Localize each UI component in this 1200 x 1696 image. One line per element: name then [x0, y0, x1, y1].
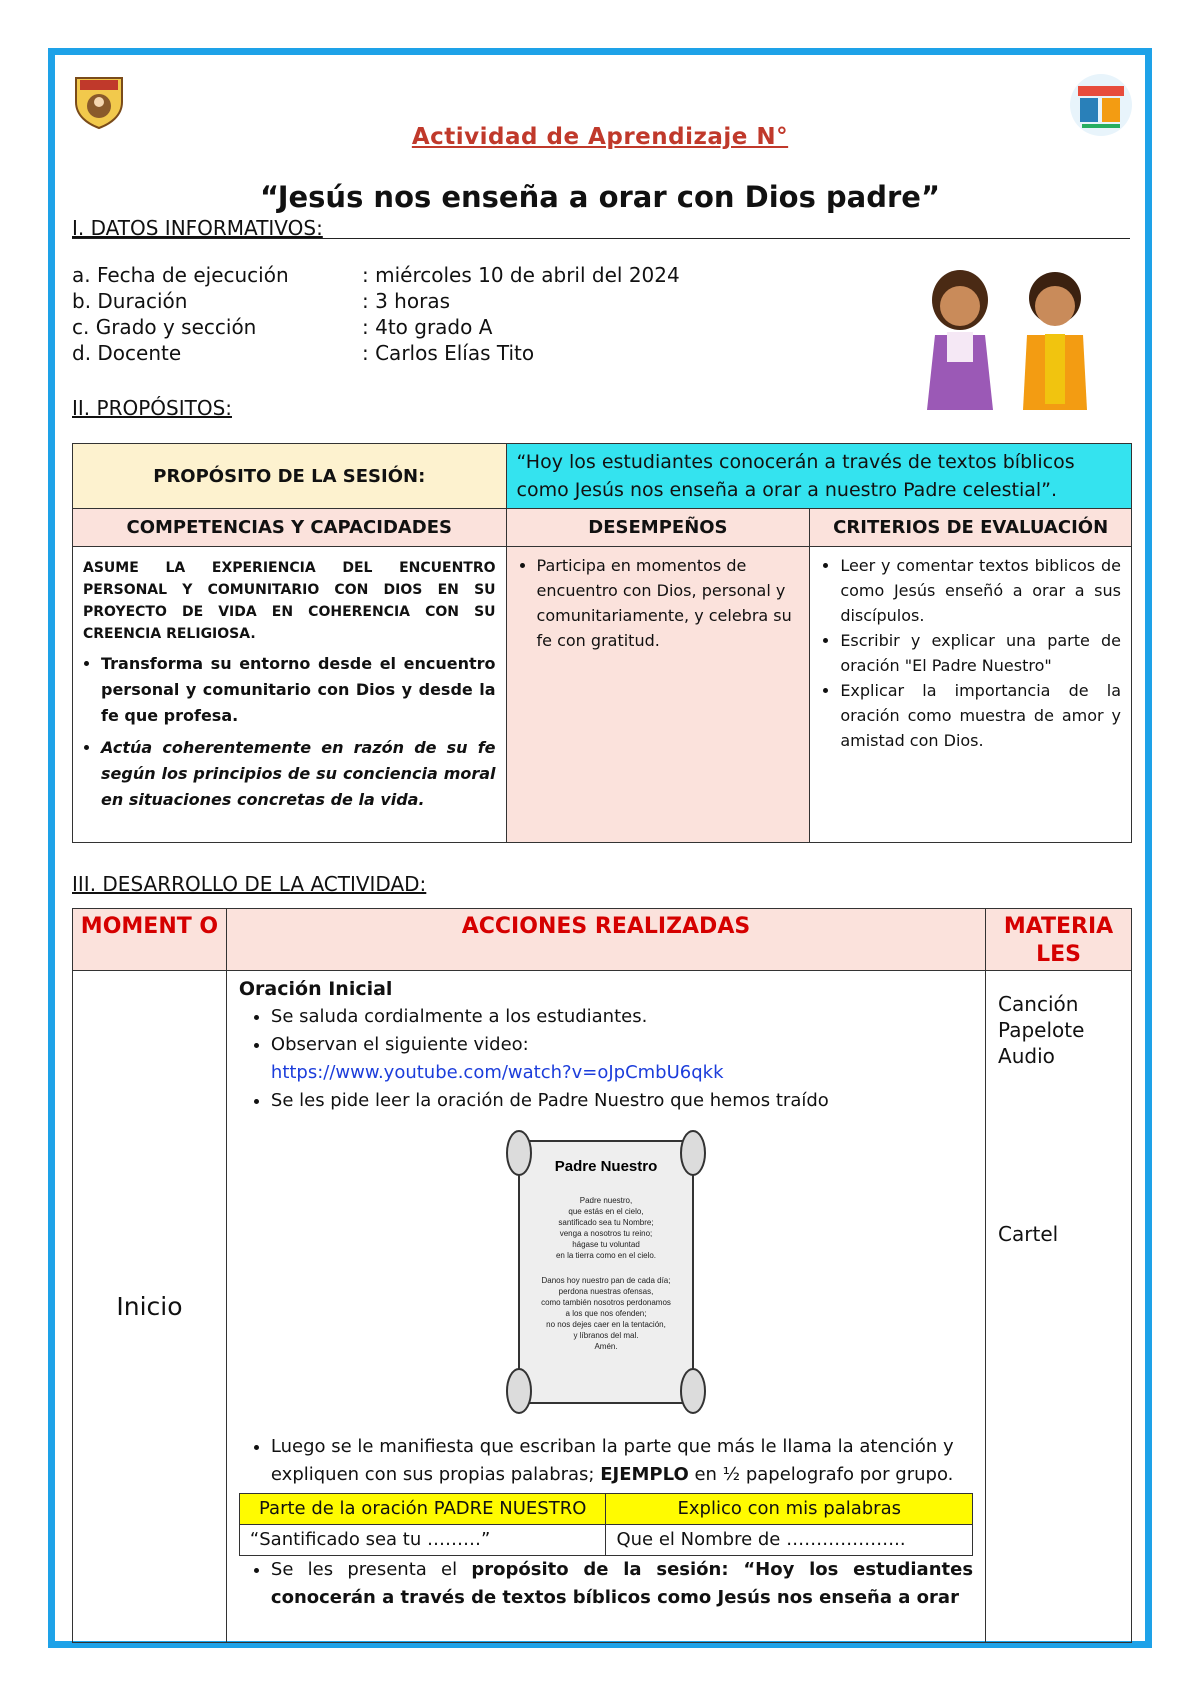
divider	[72, 238, 1130, 239]
info-grado	[72, 314, 492, 340]
competencia-text: ASUME LA EXPERIENCIA DEL ENCUENTRO PERSONAL Y COMUNITARIO CON DIOS EN SU PROYECTO DE VIDA EN COHERENCIA CON SU CREENCIA RELIGIOSA.	[83, 560, 496, 642]
accion-item	[271, 1556, 973, 1612]
scroll-line: hágase tu voluntad	[572, 1240, 640, 1249]
info-value: : miércoles 10 de abril del 2024	[362, 263, 680, 287]
header-materiales: MATERIA LES	[986, 909, 1132, 971]
accion-text: Luego se le manifiesta que escriban la parte que más le llama la atención y expliquen con sus propias palabras;	[270, 1436, 954, 1485]
scroll-line: venga a nosotros tu reino;	[559, 1229, 653, 1238]
scroll-line: en la tierra como en el cielo.	[555, 1251, 656, 1260]
scroll-title: Padre Nuestro	[554, 1158, 658, 1175]
section-desarrollo: III. DESARROLLO DE LA ACTIVIDAD:	[72, 872, 427, 896]
info-label: c. Grado y sección	[72, 315, 257, 339]
momento-inicio: Inicio	[73, 971, 227, 1643]
accion-text: en ½ papelografo por grupo.	[688, 1464, 954, 1485]
padre-nuestro-scroll-image	[501, 1123, 711, 1423]
capacidad-item: • Transforma su entorno desde el encuentro personal y comunitario con Dios y desde la fe que profesa.	[101, 651, 496, 729]
criterios-cell	[810, 547, 1132, 843]
desarrollo-table	[72, 908, 1132, 1643]
school-logo	[70, 72, 128, 130]
scroll-line: Amén.	[594, 1342, 618, 1351]
criterio-item: • Escribir y explicar una parte de oración "El Padre Nuestro"	[840, 628, 1121, 678]
scroll-line: santificado sea tu Nombre;	[558, 1218, 654, 1227]
criterio-item: • Leer y comentar textos biblicos de como Jesús enseñó a orar a sus discípulos.	[840, 553, 1121, 628]
info-value: : Carlos Elías Tito	[362, 341, 535, 365]
praying-children-illustration	[905, 260, 1105, 420]
session-title: “Jesús nos enseña a orar con Dios padre”	[259, 180, 941, 214]
accion-item: • Se les pide leer la oración de Padre Nuestro que hemos traído	[271, 1087, 973, 1115]
info-label: b. Duración	[72, 289, 188, 313]
scroll-line: a los que nos ofenden;	[565, 1309, 647, 1318]
info-value: : 4to grado A	[362, 315, 493, 339]
competencia-cell	[73, 547, 507, 843]
material-item: Canción	[998, 992, 1079, 1016]
material-item: Audio	[998, 1044, 1055, 1068]
info-value: : 3 horas	[362, 289, 450, 313]
accion-item: • Se saluda cordialmente a los estudiantes.	[271, 1003, 973, 1031]
ejemplo-header: Parte de la oración PADRE NUESTRO	[239, 1494, 606, 1525]
material-item: Cartel	[998, 1222, 1059, 1246]
scroll-line: no nos dejes caer en la tentación,	[546, 1320, 666, 1329]
ejemplo-table	[239, 1493, 973, 1556]
info-fecha	[72, 262, 680, 288]
ejemplo-cell: “Santificado sea tu ………”	[239, 1525, 606, 1556]
scroll-line: que estás en el cielo,	[568, 1207, 644, 1216]
scroll-line: Danos hoy nuestro pan de cada día;	[541, 1276, 671, 1285]
accion-text: Se les presenta el	[270, 1559, 472, 1580]
header-competencias: COMPETENCIAS Y CAPACIDADES	[73, 509, 507, 547]
section-datos: I. DATOS INFORMATIVOS:	[72, 216, 323, 240]
header-momento: MOMENT O	[73, 909, 227, 971]
header-criterios: CRITERIOS DE EVALUACIÓN	[810, 509, 1132, 547]
header-acciones: ACCIONES REALIZADAS	[226, 909, 985, 971]
accion-item	[271, 1433, 973, 1489]
oracion-inicial-heading: Oración Inicial	[238, 978, 393, 1000]
scroll-line: perdona nuestras ofensas,	[558, 1287, 654, 1296]
accion-text: : “Hoy los estudiantes conocerán a través de textos bíblicos como Jesús nos enseña a orar	[270, 1559, 974, 1608]
scroll-line: como también nosotros perdonamos	[541, 1298, 671, 1307]
scroll-line: y líbranos del mal.	[573, 1331, 639, 1340]
criterio-item: • Explicar la importancia de la oración como muestra de amor y amistad con Dios.	[840, 678, 1121, 753]
desempeno-item: • Participa en momentos de encuentro con Dios, personal y comunitariamente, y celebra su fe con gratitud.	[537, 553, 800, 653]
capacidad-item: • Actúa coherentemente en razón de su fe según los principios de su conciencia moral en situaciones concretas de la vida.	[101, 735, 496, 813]
activity-title: Actividad de Aprendizaje N°	[411, 124, 789, 150]
ejemplo-label: EJEMPLO	[600, 1464, 689, 1485]
info-docente	[72, 340, 534, 366]
info-duracion	[72, 288, 450, 314]
materiales-cell	[986, 971, 1132, 1643]
info-label: a. Fecha de ejecución	[72, 263, 289, 287]
acciones-cell	[226, 971, 985, 1643]
ejemplo-header: Explico con mis palabras	[606, 1494, 973, 1525]
header-desempenos: DESEMPEÑOS	[506, 509, 810, 547]
ejemplo-cell: Que el Nombre de ………………..	[606, 1525, 973, 1556]
accion-item	[271, 1031, 973, 1087]
desempenos-cell	[506, 547, 810, 843]
competencias-table	[72, 443, 1132, 843]
scroll-line: Padre nuestro,	[579, 1196, 633, 1205]
section-propositos: II. PROPÓSITOS:	[72, 396, 232, 420]
purpose-text: “Hoy los estudiantes conocerán a través de textos bíblicos como Jesús nos enseña a orar a nuestro Padre celestial”.	[506, 444, 1131, 509]
material-item: Papelote	[998, 1018, 1085, 1042]
purpose-label: PROPÓSITO DE LA SESIÓN:	[73, 444, 507, 509]
accion-text: Observan el siguiente video:	[270, 1034, 529, 1055]
info-label: d. Docente	[72, 341, 182, 365]
video-link[interactable]: https://www.youtube.com/watch?v=oJpCmbU6qkk	[270, 1062, 724, 1083]
proposito-label: propósito de la sesión	[471, 1559, 722, 1580]
